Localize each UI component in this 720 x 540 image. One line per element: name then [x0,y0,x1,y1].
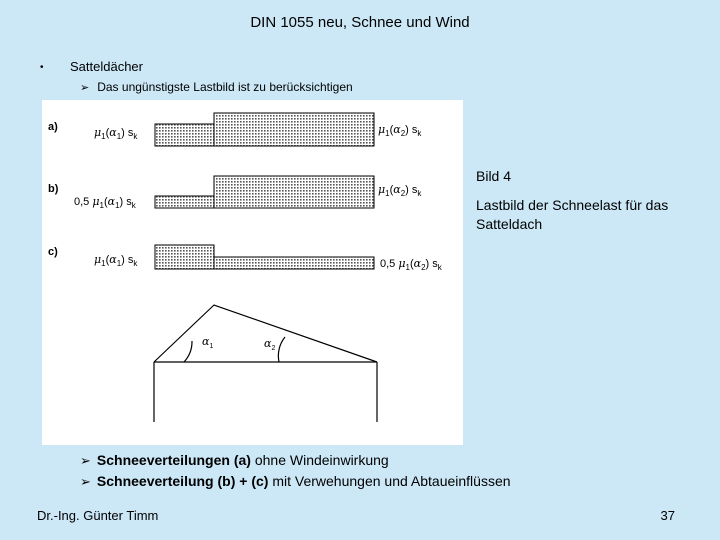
page-number: 37 [660,508,675,523]
load-case-a [48,113,422,146]
slide-title: DIN 1055 neu, Schnee und Wind [250,14,470,31]
snow-load-figure [42,100,463,445]
arrow-icon: ➢ [80,454,91,469]
point-1-bold: Schneeverteilungen (a) [96,452,251,468]
figure-svg [42,100,463,445]
case-c-label: c) [48,246,58,258]
figure-caption-text: Lastbild der Schneelast für das Satteldach [476,197,669,232]
sub-bullet-text: Das ungünstigste Lastbild ist zu berücksichtigen [97,80,353,94]
case-a-left-load [155,124,214,146]
alpha2-arc [278,337,285,362]
case-a-left-text: $\mu_1(\alpha_1)$ $s_k$ [94,126,138,141]
figure-caption-number: Bild 4 [476,168,512,184]
arrow-icon: ➢ [80,81,90,94]
case-c-right-load [214,257,374,269]
case-b-right-text: $\mu_1(\alpha_2)$ $s_k$ [378,183,422,198]
point-2-text: mit Verwehungen und Abtaueinflüssen [272,473,511,489]
point-1-text: ohne Windeinwirkung [254,452,389,468]
sub-bullet [80,80,353,94]
alpha2-label: $\alpha_2$ [264,337,276,352]
case-a-right-text: $\mu_1(\alpha_2)$ $s_k$ [378,123,422,138]
case-b-label: b) [48,183,59,195]
load-case-c [48,245,443,272]
alpha1-arc [184,341,192,362]
case-c-left-text: $\mu_1(\alpha_1)$ $s_k$ [94,253,138,268]
point-1 [80,452,389,469]
alpha1-label: $\alpha_1$ [202,335,214,350]
case-c-right-text: 0,5 $\mu_1(\alpha_2)$ $s_k$ [380,257,442,272]
building-section [154,305,377,422]
case-a-label: a) [48,121,58,133]
point-2-bold: Schneeverteilung (b) + (c) [96,473,269,489]
roof-outline [154,305,377,362]
load-case-b [48,176,422,210]
point-2 [80,473,511,490]
case-b-left-load [155,196,214,208]
bullet-text: Satteldächer [70,59,143,74]
case-b-left-text: 0,5 $\mu_1(\alpha_1)$ $s_k$ [74,195,136,210]
case-c-left-load [155,245,214,269]
case-b-right-load [214,176,374,208]
bullet-dot-icon: • [40,62,44,73]
case-a-right-load [214,113,374,146]
footer-author: Dr.-Ing. Günter Timm [37,508,159,523]
arrow-icon: ➢ [80,475,91,490]
